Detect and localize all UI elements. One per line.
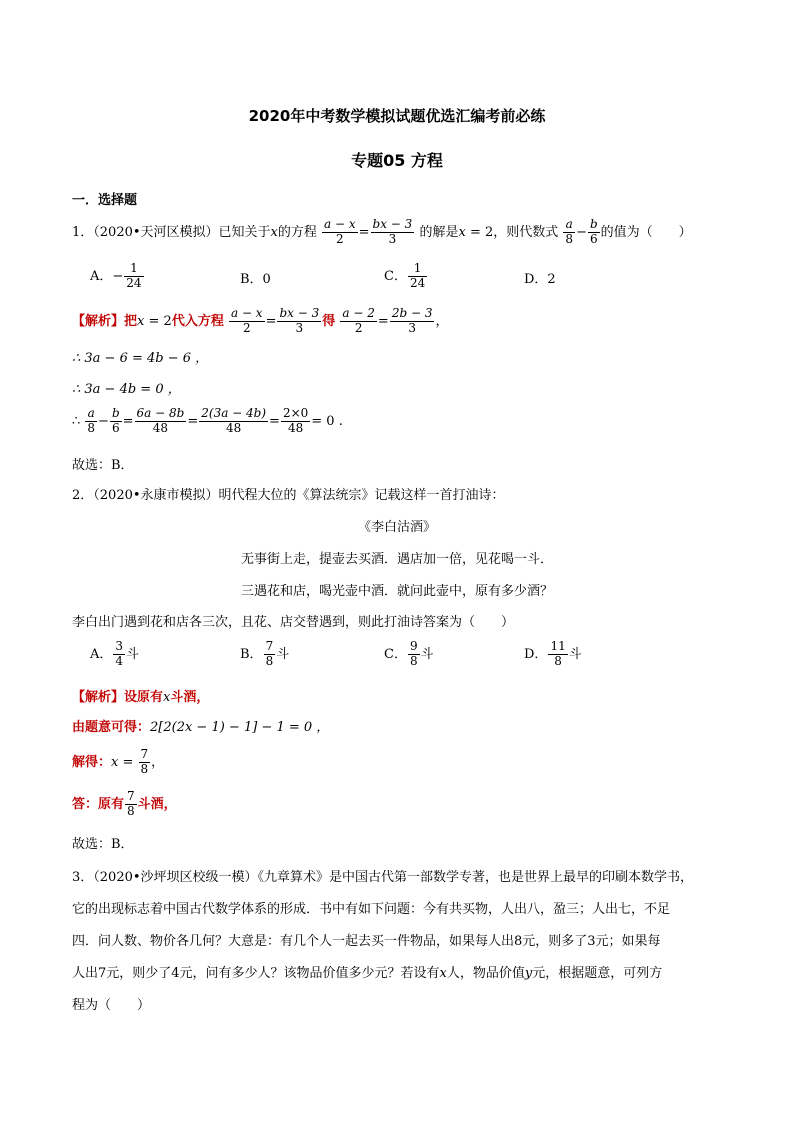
q2-solution-line3: 解得：x = $\frac{7}{8}$ ， <box>72 747 165 776</box>
page-subtitle: 专题05 方程 <box>351 151 443 170</box>
q3-line-2: 它的出现标志着中国古代数学体系的形成．书中有如下问题：今有共买物，人出八，盈三；人出七，不足 <box>72 902 671 917</box>
q3-line-1: 3．（2020•沙坪坝区校级一模）《九章算术》是中国古代第一部数学专著，也是世界上最早的印刷本数学书， <box>72 870 694 885</box>
q1-option-b[interactable]: B．0 <box>240 272 271 287</box>
q2-option-c[interactable]: C． $\frac{9}{8}$ 斗 <box>384 639 434 668</box>
page-title: 2020年中考数学模拟试题优选汇编考前必练 <box>248 107 546 125</box>
q1-option-c[interactable]: C． $\frac{1}{24}$ <box>384 261 426 290</box>
q2-answer: 故选：B． <box>72 837 134 852</box>
q1-option-a[interactable]: A．− $\frac{1}{24}$ <box>90 261 142 290</box>
question-1: 1．（2020•天河区模拟）已知关于x的方程 $\frac{a - x}{2}$ = $\frac{bx - 3}{3}$ 的解是x = 2，则代数式 $\frac{a}{8}$ − $\frac{b}{6}$ 的值为（ ） <box>72 217 692 246</box>
poem-line-2: 三遇花和店，喝光壶中酒．就问此壶中，原有多少酒？ <box>240 584 553 599</box>
q1-solution-line2: ∴ 3a − 6 = 4b − 6 ， <box>72 351 209 366</box>
q1-solution-line4: ∴ $\frac{a}{8}$ − $\frac{b}{6}$ = $\frac{6a - 8b}{48}$ = $\frac{2(3a - 4b)}{48}$ = $\frac{2\times 0}{48}$ = 0 . <box>72 406 343 435</box>
q3-line-3: 四．问人数、物价各几何？大意是：有几个人一起去买一件物品，如果每人出8元，则多了3元；如果每 <box>72 934 661 949</box>
q2-option-b[interactable]: B． $\frac{7}{8}$ 斗 <box>240 639 290 668</box>
q1-answer: 故选：B． <box>72 458 134 473</box>
question-2: 2．（2020•永康市模拟）明代程大位的《算法统宗》记载这样一首打油诗： <box>72 488 505 503</box>
poem-title: 《李白沽酒》 <box>357 520 436 535</box>
q1-solution-line1: 【解析】把x = 2代入方程 $\frac{a - x}{2}$ = $\frac{bx - 3}{3}$ 得 $\frac{a - 2}{2}$ = $\frac{2b - 3}{3}$ ， <box>72 306 449 335</box>
q2-solution-line4: 答：原有 $\frac{7}{8}$ 斗酒， <box>72 789 177 818</box>
q2-solution-line2: 由题意可得：2[2(2x − 1) − 1] − 1 = 0 ， <box>72 720 330 735</box>
q3-line-5: 程为（ ） <box>72 998 151 1013</box>
q2-option-d[interactable]: D． $\frac{11}{8}$ 斗 <box>524 639 582 668</box>
q2-question: 李白出门遇到花和店各三次，且花、店交替遇到，则此打油诗答案为（ ） <box>72 615 515 630</box>
poem-line-1: 无事街上走，提壶去买酒．遇店加一倍，见花喝一斗． <box>240 552 553 567</box>
q3-line-4: 人出7元，则少了4元，问有多少人？该物品价值多少元？若设有x人，物品价值y元，根据题意，可列方 <box>72 966 663 981</box>
q1-solution-line3: ∴ 3a − 4b = 0 ， <box>72 382 181 397</box>
q2-option-a[interactable]: A． $\frac{3}{4}$ 斗 <box>90 639 140 668</box>
q2-solution-line1: 【解析】设原有x斗酒， <box>72 690 210 705</box>
section-heading: 一．选择题 <box>72 193 138 208</box>
q1-option-d[interactable]: D．2 <box>524 272 556 287</box>
